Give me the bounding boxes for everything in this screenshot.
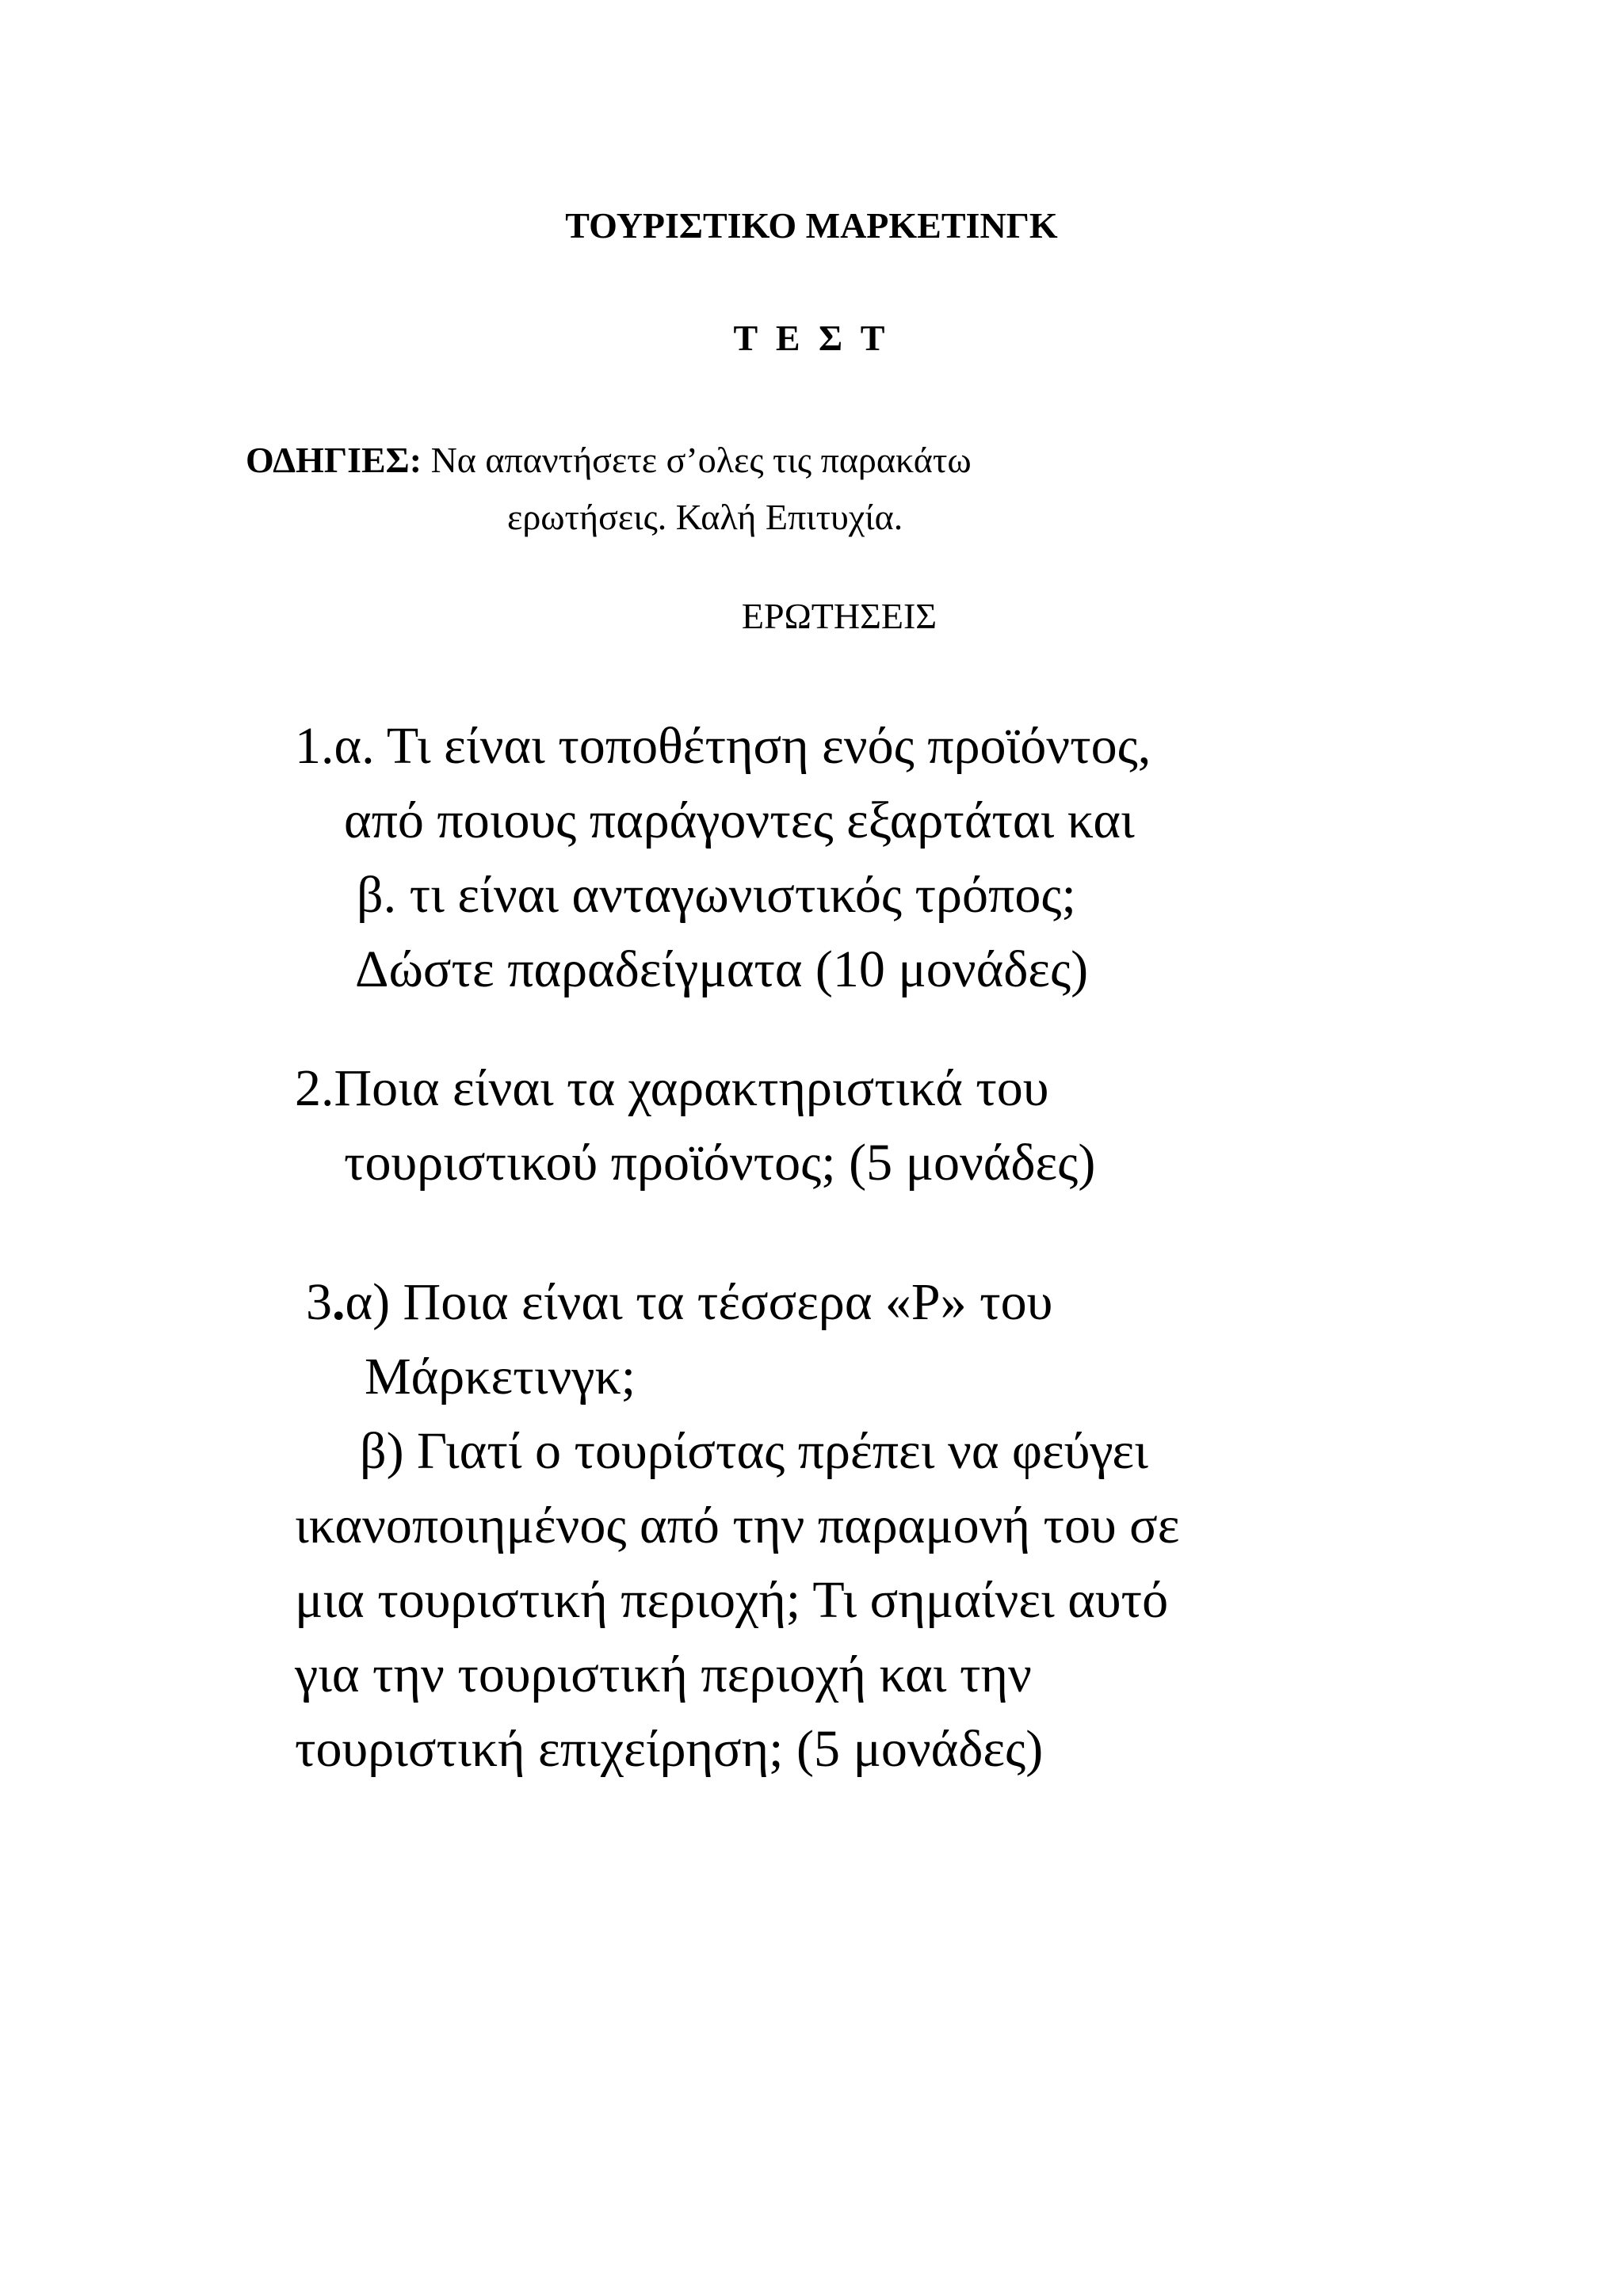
document-title: ΤΟΥΡΙΣΤΙΚΟ ΜΑΡΚΕΤΙΝΓΚ: [565, 205, 1058, 246]
question-1-line: 1.α. Τι είναι τοποθέτηση ενός προϊόντος,: [295, 717, 1151, 775]
question-2-line: 2.Ποια είναι τα χαρακτηριστικά του: [295, 1059, 1049, 1117]
question-1-line: από ποιους παράγοντες εξαρτάται και: [344, 791, 1135, 849]
question-3-part-a: α) Ποια είναι τα τέσσερα «Ρ» του: [345, 1273, 1053, 1331]
document-subtitle: Τ Ε Σ Τ: [733, 318, 890, 358]
question-3-dot: .: [332, 1273, 346, 1331]
question-1-line: β. τι είναι ανταγωνιστικός τρόπος;: [357, 866, 1076, 924]
question-3-line: β) Γιατί ο τουρίστας πρέπει να φεύγει: [360, 1422, 1148, 1480]
question-3-line: Μάρκετινγκ;: [365, 1348, 636, 1405]
question-1-line: Δώστε παραδείγματα (10 μονάδες): [355, 940, 1089, 998]
question-2-line: τουριστικού προϊόντος; (5 μονάδες): [344, 1134, 1096, 1192]
question-3-line: ικανοποιημένος από την παραμονή του σε: [295, 1497, 1180, 1554]
question-3-line: μια τουριστική περιοχή; Τι σημαίνει αυτό: [295, 1571, 1169, 1629]
question-2: [295, 1051, 1095, 1200]
question-3: [295, 1265, 1179, 1787]
section-heading: ΕΡΩΤΗΣΕΙΣ: [741, 596, 938, 636]
instructions-label: ΟΔΗΓΙΕΣ:: [246, 440, 422, 480]
question-3-line: τουριστική επιχείρηση; (5 μονάδες): [295, 1720, 1044, 1778]
question-1: [295, 709, 1151, 1007]
question-3-line: [295, 1265, 1179, 1340]
instructions-text-line2: ερωτήσεις. Καλή Επιτυχία.: [507, 497, 903, 537]
question-3-line: για την τουριστική περιοχή και την: [295, 1646, 1032, 1703]
instructions-text-line1: Να απαντήσετε σ’ολες τις παρακάτω: [430, 440, 972, 480]
instructions: [246, 432, 972, 546]
question-3-number: 3: [306, 1273, 332, 1331]
